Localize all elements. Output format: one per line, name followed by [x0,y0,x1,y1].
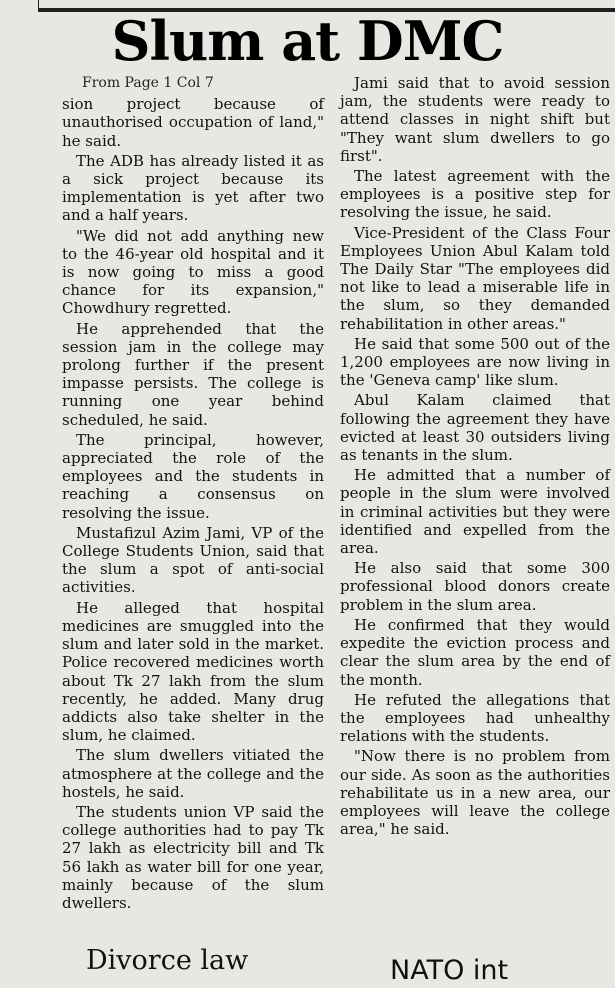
right-paragraph: Jami said that to avoid session jam, the students were ready to attend classes in night shift but "They want slum dwellers to go first". [340,74,610,165]
right-paragraph: He confirmed that they would expedite the eviction process and clear the slum area by the end of the month. [340,615,610,689]
left-paragraph: The students union VP said the college authorities had to pay Tk 27 lakh as electricity bill and Tk 56 lakh as water bill for one year, mainly because of the slum dwellers. [62,802,324,912]
next-headline-right: NATO int [390,955,509,986]
left-paragraph: He alleged that hospital medicines are smuggled into the slum and later sold in the market. Police recovered medicines worth about Tk 27 lakh from the slum recently, he added. Many drug addicts also take shelter in the slum, he claimed. [62,598,324,745]
next-headline-left: Divorce law [86,945,249,976]
left-paragraph: sion project because of unauthorised occupation of land," he said. [62,95,324,150]
left-paragraph: Mustafizul Azim Jami, VP of the College Students Union, said that the slum a spot of anti-social activities. [62,523,324,597]
left-paragraph: He apprehended that the session jam in the college may prolong further if the present impasse persists. The college is running one year behind scheduled, he said. [62,319,324,429]
right-paragraph: The latest agreement with the employees is a positive step for resolving the issue, he said. [340,167,610,222]
right-paragraph: He said that some 500 out of the 1,200 employees are now living in the 'Geneva camp' like slum. [340,334,610,390]
right-paragraph: He refuted the allegations that the employees had unhealthy relations with the students. [340,690,610,746]
right-paragraph: He also said that some 300 professional blood donors create problem in the slum area. [340,559,610,614]
left-paragraph: "We did not add anything new to the 46-year old hospital and it is now going to miss a good chance for its expansion," Chowdhury regretted. [62,226,324,318]
right-paragraph: "Now there is no problem from our side. As soon as the authorities rehabilitate us in a new area, our employees will leave the college area," he said. [340,747,610,839]
right-paragraph: Abul Kalam claimed that following the agreement they have evicted at least 30 outsiders living as tenants in the slum. [340,391,610,465]
jump-line: From Page 1 Col 7 [82,75,214,91]
left-paragraph: The principal, however, appreciated the role of the employees and the students in reaching a consensus on resolving the issue. [62,430,324,522]
left-paragraph: The slum dwellers vitiated the atmosphere at the college and the hostels, he said. [62,746,324,801]
left-column [62,74,324,914]
article-headline: Slum at DMC [111,9,504,73]
right-column [340,74,610,840]
right-paragraph: He admitted that a number of people in the slum were involved in criminal activities but they were identified and expelled from the area. [340,466,610,558]
right-paragraph: Vice-President of the Class Four Employees Union Abul Kalam told The Daily Star "The employees did not like to lead a miserable life in the slum, so they demanded rehabilitation in other areas." [340,223,610,333]
left-paragraph: The ADB has already listed it as a sick project because its implementation is yet after two and a half years. [62,151,324,225]
